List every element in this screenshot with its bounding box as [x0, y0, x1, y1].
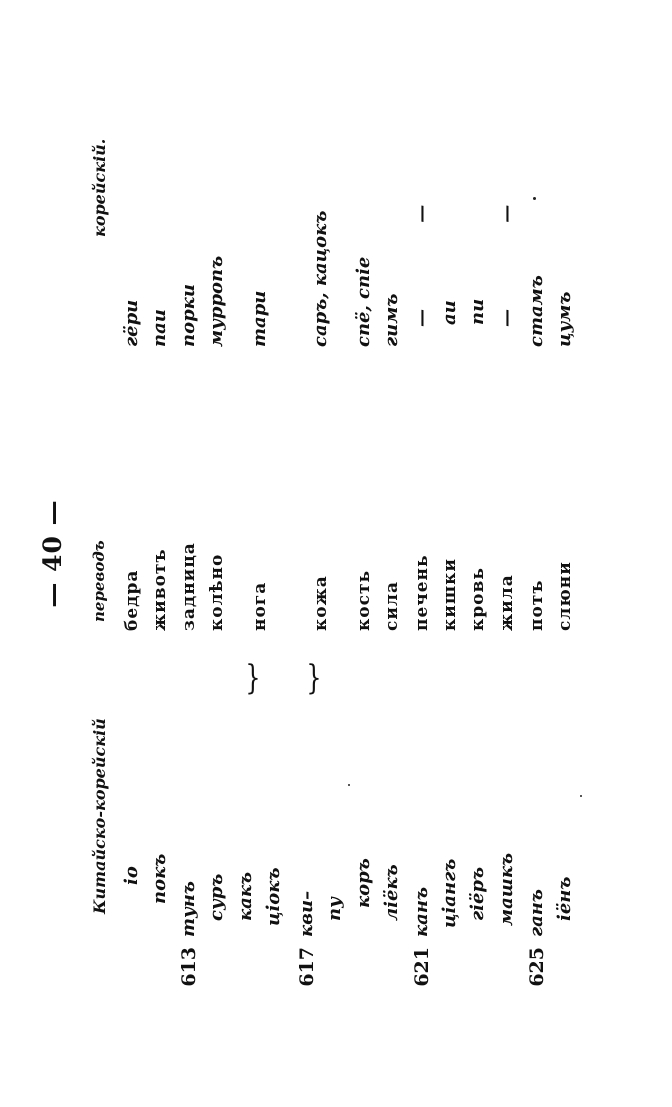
- table-row: [378, 0, 406, 1107]
- table-row: [408, 0, 436, 1107]
- chinese-korean-word: коръ: [353, 858, 374, 908]
- table-row: [523, 0, 551, 1107]
- entry-number: 617: [296, 947, 318, 987]
- korean-word: пи: [467, 298, 488, 325]
- korean-dash: — —: [496, 164, 517, 327]
- chinese-korean-word: суръ: [206, 873, 227, 921]
- table-row: [260, 0, 288, 1107]
- table-row: [232, 0, 270, 1107]
- page-number: — 40 —: [38, 499, 67, 608]
- chinese-korean-word: іо: [121, 866, 142, 885]
- translation-word: задница: [179, 542, 199, 631]
- translation-word: бедра: [122, 569, 142, 631]
- translation-word: потъ: [527, 579, 547, 631]
- table-row: [321, 0, 349, 1107]
- chinese-korean-word: машкъ: [496, 852, 517, 926]
- chinese-korean-word: канъ: [411, 886, 432, 937]
- translation-word: жила: [497, 574, 517, 631]
- table-row: [203, 0, 231, 1107]
- korean-word: порки: [178, 284, 199, 347]
- chinese-korean-word: ціангъ: [439, 858, 460, 928]
- chinese-korean-word: іёнъ: [554, 876, 575, 921]
- brace-icon: }: [245, 658, 261, 699]
- korean-word: мурропъ: [206, 255, 227, 347]
- chinese-korean-word: ціокъ: [263, 867, 284, 926]
- table-row: [493, 0, 521, 1107]
- table-row: [293, 0, 331, 1107]
- paper-speck: [348, 784, 350, 786]
- translation-word: кровь: [468, 567, 488, 631]
- table-row: [436, 0, 464, 1107]
- table-row: [551, 0, 579, 1107]
- translation-word: нога: [250, 581, 270, 631]
- translation-word: животъ: [150, 548, 170, 631]
- table-row: [146, 0, 174, 1107]
- korean-word: гёри: [121, 299, 142, 347]
- korean-word: стамъ: [526, 275, 547, 347]
- header-korean: корейскій.: [90, 138, 109, 237]
- table-row: [175, 0, 203, 1107]
- table-row: [464, 0, 492, 1107]
- entry-number: 621: [411, 947, 433, 987]
- korean-word: цумъ: [554, 291, 575, 347]
- header-chinese-korean: Китайско-корейскій: [90, 718, 109, 914]
- korean-word: паи: [149, 309, 170, 347]
- translation-word: кожа: [311, 575, 331, 631]
- translation-word: кость: [354, 569, 374, 631]
- translation-word: колѣно: [207, 553, 227, 631]
- entry-number: 613: [178, 947, 200, 987]
- translation-word: сила: [382, 581, 402, 631]
- chinese-korean-word: пу: [324, 897, 345, 921]
- korean-word: спё, спіе: [353, 256, 374, 347]
- chinese-korean-word: ліёкъ: [381, 864, 402, 921]
- korean-word: гимъ: [381, 293, 402, 347]
- entry-number: 625: [526, 947, 548, 987]
- chinese-korean-word: тунъ: [178, 880, 199, 937]
- paper-speck: [580, 795, 582, 797]
- brace-icon: }: [306, 658, 322, 699]
- korean-dash: — —: [411, 164, 432, 327]
- korean-word: аи: [439, 300, 460, 325]
- chinese-korean-word: ганъ: [526, 889, 547, 937]
- paper-speck: [533, 197, 536, 200]
- korean-word: саръ, кацокъ: [310, 210, 331, 347]
- translation-word: печень: [412, 554, 432, 631]
- chinese-korean-word: гіёръ: [467, 866, 488, 921]
- korean-word: тари: [249, 290, 270, 347]
- header-translation: переводъ: [90, 540, 108, 622]
- chinese-korean-word: кви–: [296, 890, 317, 937]
- chinese-korean-word: покъ: [149, 853, 170, 904]
- table-row: [118, 0, 146, 1107]
- translation-word: слюни: [555, 561, 575, 631]
- table-row: [350, 0, 378, 1107]
- chinese-korean-word: какъ: [235, 871, 256, 921]
- translation-word: кишки: [440, 557, 460, 631]
